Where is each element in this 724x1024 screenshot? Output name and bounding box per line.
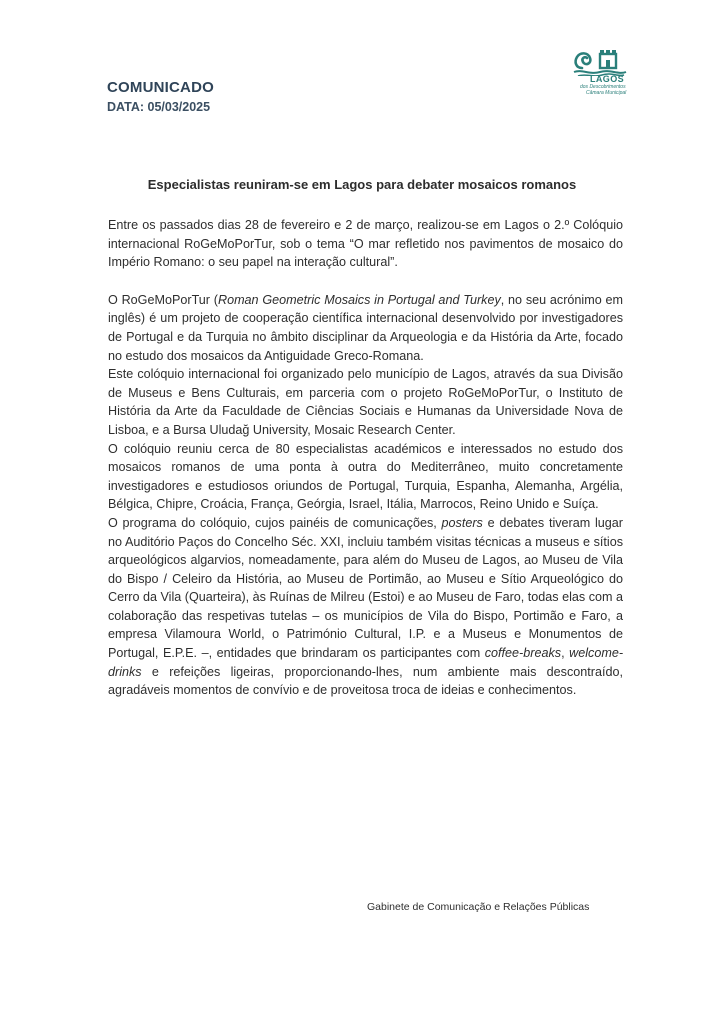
paragraph-project bbox=[108, 291, 623, 365]
lagos-emblem-icon bbox=[572, 42, 628, 76]
logo-subtitle: Câmara Municipal bbox=[586, 90, 627, 96]
paragraph-program-b: e debates tiveram lugar no Auditório Paços do Concelho Séc. XXI, incluiu também visitas técnicas a museus e sítios arqueológicos algarvios, nomeadamente, para além do Museu de Lagos, ao Museu de Vila do Bispo / Celeiro da História, ao Museu de Portimão, ao Museu e Sítio Arqueológico do Cerro da Vila (Quarteira), às Ruínas de Milreu (Estoi) e ao Museu de Faro, todas elas com a colaboração das respetivas tutelas – os municípios de Vila do Bispo, Portimão e Faro, a empresa Vilamoura World, o Património Cultural, I.P. e a Museus e Monumentos de Portugal, E.P.E. –, entidades que brindaram os participantes com bbox=[108, 515, 623, 661]
welcome-drinks-term: welcome-drinks bbox=[108, 646, 624, 679]
headline: Especialistas reuniram-se em Lagos para debater mosaicos romanos bbox=[147, 177, 577, 192]
article-body bbox=[108, 216, 623, 700]
project-full-name: Roman Geometric Mosaics in Portugal and Turkey bbox=[217, 292, 501, 307]
paragraph-program bbox=[108, 514, 623, 700]
paragraph-project-end: , no seu acrónimo em inglês) é um projeto de cooperação científica internacional desenvolvido por investigadores de Portugal e da Turquia no âmbito disciplinar da Arqueologia e da História da Arte, focado no estudo dos mosaicos da Antiguidade Greco-Romana. bbox=[108, 292, 623, 363]
paragraph-program-c: , bbox=[561, 646, 570, 661]
paragraph-program-a: O programa do colóquio, cujos painéis de comunicações, bbox=[108, 515, 442, 530]
posters-term: posters bbox=[441, 515, 483, 530]
lagos-logo bbox=[566, 42, 632, 102]
paragraph-organization: Este colóquio internacional foi organizado pelo município de Lagos, através da sua Divisão de Museus e Bens Culturais, em parceria com o projeto RoGeMoPorTur, o Instituto de História da Arte da Faculdade de Ciências Sociais e Humanas da Universidade Nova de Lisboa, e a Bursa Uludağ University, Mosaic Research Center. bbox=[108, 367, 623, 437]
paragraph-intro: Entre os passados dias 28 de fevereiro e 2 de março, realizou-se em Lagos o 2.º Colóquio internacional RoGeMoPorTur, sob o tema “O mar refletido nos pavimentos de mosaico do Império Romano: o seu papel na interação cultural”. bbox=[108, 218, 623, 270]
coffee-breaks-term: coffee-breaks bbox=[484, 646, 562, 661]
document-type: COMUNICADO bbox=[107, 79, 214, 96]
document-header bbox=[107, 79, 407, 115]
footer-signature: Gabinete de Comunicação e Relações Públicas bbox=[367, 901, 590, 913]
paragraph-participants: O colóquio reuniu cerca de 80 especialistas académicos e interessados no estudo dos mosaicos romanos de uma ponta à outra do Mediterrâneo, muito concretamente investigadores e estudiosos oriundos de Portugal, Turquia, Espanha, Alemanha, Argélia, Bélgica, Chipre, Croácia, França, Geórgia, Israel, Itália, Marrocos, Reino Unido e Suíça. bbox=[108, 441, 623, 512]
logo-tagline: dos Descobrimentos bbox=[580, 84, 626, 90]
paragraph-program-d: e refeições ligeiras, proporcionando-lhes, num ambiente mais descontraído, agradáveis momentos de convívio e de proveitosa troca de ideias e conhecimentos. bbox=[108, 664, 623, 698]
paragraph-project-start: O RoGeMoPorTur ( bbox=[108, 292, 218, 307]
document-date: DATA: 05/03/2025 bbox=[107, 100, 211, 114]
logo-name: LAGOS bbox=[590, 74, 625, 84]
